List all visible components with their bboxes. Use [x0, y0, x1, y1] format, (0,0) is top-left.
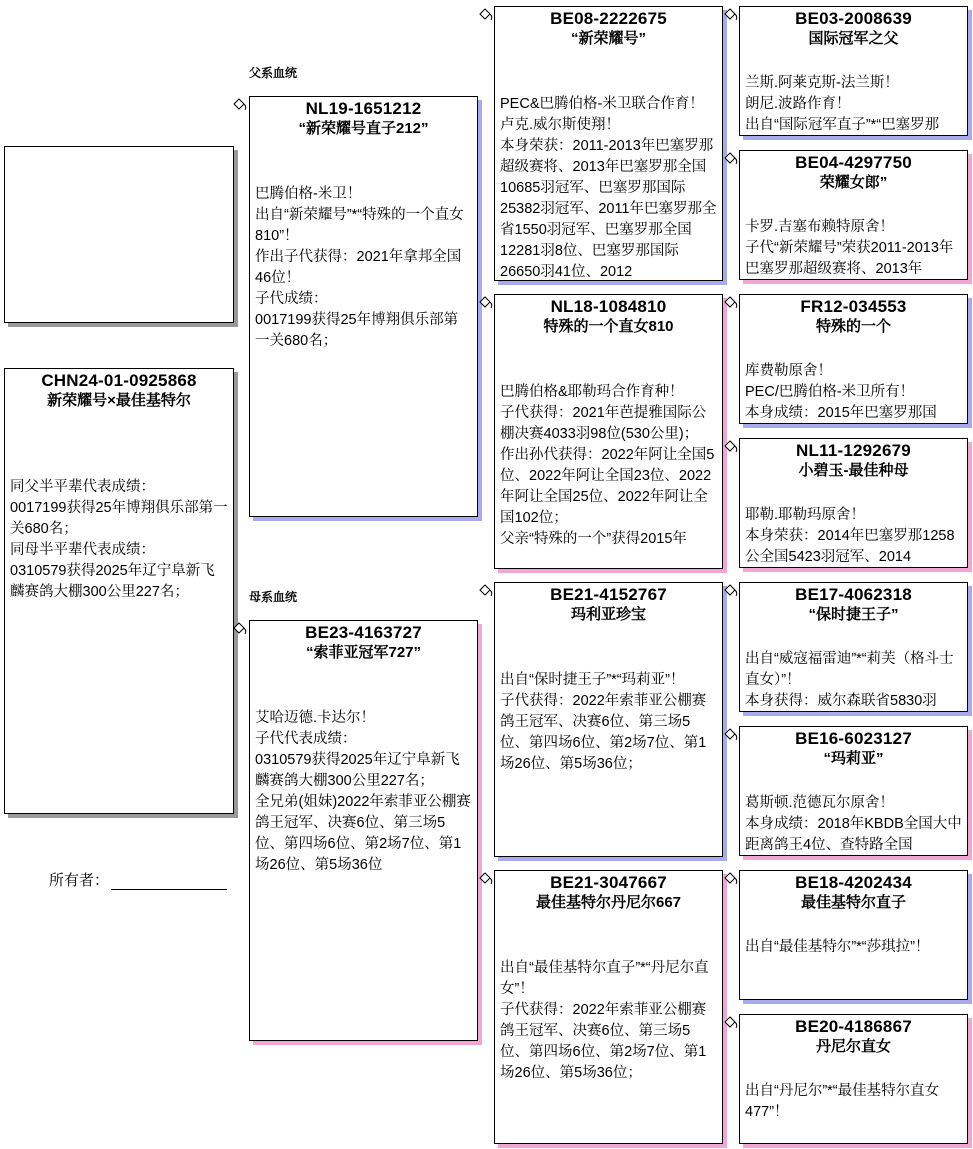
ssd-ring: BE04-4297750: [795, 153, 912, 172]
sire-line-label: 父系血统: [249, 66, 298, 80]
dsd-ring: BE16-6023127: [795, 729, 912, 748]
dam-card: [249, 620, 478, 1041]
owner-line[interactable]: [111, 875, 227, 890]
sire-dam-desc: 巴腾伯格&耶勒玛合作育种！ 子代获得：2021年芭提雅国际公棚决赛4033羽98位(530公里)； 作出孙代获得：2022年阿让全国5位、2022年阿让全国23位、2022年阿让全国25位、2022年阿让全国102位； 父亲“特殊的一个”获得2015年: [500, 384, 715, 547]
sire-dam-name: 特殊的一个直女810: [543, 318, 674, 335]
owner-field: [49, 869, 227, 890]
paint-bucket-icon[interactable]: [723, 439, 739, 453]
sire-desc: 巴腾伯格-米卫！ 出自“新荣耀号”*“特殊的一个直女810”！ 作出子代获得：2021年拿邦全国46位！ 子代成绩： 0017199获得25年博翔俱乐部第一关680名；: [255, 186, 464, 349]
owner-label: 所有者：: [49, 872, 110, 889]
sire-dam-ring: NL18-1084810: [550, 297, 667, 316]
dam-sire-name: 玛利亚珍宝: [570, 606, 646, 623]
paint-bucket-icon[interactable]: [723, 1015, 739, 1029]
ddd-ring: BE20-4186867: [795, 1017, 912, 1036]
dds-name: 最佳基特尔直子: [800, 894, 906, 911]
ssd-name: 荣耀女郎”: [819, 174, 888, 191]
sire-sire-desc: PEC&巴腾伯格-米卫联合作育！卢克.威尔斯使翔！ 本身荣获：2011-2013年巴塞罗那超级赛将、2013年巴塞罗那全国10685羽冠军、巴塞罗那国际25382羽冠军、2011年巴塞罗那全省1550羽冠军、巴塞罗那全国12281羽8位、巴塞罗那国际26650羽41位、2012: [500, 96, 717, 280]
dds-desc: 出自“最佳基特尔”*“莎琪拉”！: [745, 939, 930, 955]
ssd-desc: 卡罗.吉塞布赖特原舍！ 子代“新荣耀号”荣获2011-2013年巴塞罗那超级赛将、2013年: [745, 219, 954, 277]
sdd-name: 小碧玉-最佳种母: [798, 462, 909, 479]
paint-bucket-icon[interactable]: [723, 727, 739, 741]
sire-ring: NL19-1651212: [305, 99, 422, 118]
dam-dam-desc: 出自“最佳基特尔直子”*“丹尼尔直女”！ 子代获得：2022年索菲亚公棚赛鸽王冠军、决赛6位、第三场5位、第四场6位、第2场7位、第1场26位、第5场36位；: [500, 960, 709, 1081]
sire-name: “新荣耀号直子212”: [298, 120, 429, 137]
dss-card: [739, 582, 968, 712]
paint-bucket-icon[interactable]: [478, 583, 494, 597]
paint-bucket-icon[interactable]: [723, 151, 739, 165]
subject-name: 新荣耀号×最佳基特尔: [47, 392, 191, 409]
paint-bucket-icon[interactable]: [232, 621, 248, 635]
dam-sire-desc: 出自“保时捷王子”*“玛莉亚”！ 子代获得：2022年索菲亚公棚赛鸽王冠军、决赛6位、第三场5位、第四场6位、第2场7位、第1场26位、第5场36位；: [500, 672, 707, 772]
dam-dam-ring: BE21-3047667: [550, 873, 667, 892]
dsd-name: “玛莉亚”: [823, 750, 884, 767]
ssd-card: [739, 150, 968, 280]
sds-ring: FR12-034553: [800, 297, 907, 316]
dam-line-label: 母系血统: [249, 590, 298, 604]
paint-bucket-icon[interactable]: [723, 583, 739, 597]
dam-name: “索菲亚冠军727”: [305, 644, 422, 661]
dam-sire-card: [494, 582, 723, 857]
ddd-name: 丹尼尔直女: [815, 1038, 891, 1055]
dam-dam-card: [494, 870, 723, 1144]
dsd-card: [739, 726, 968, 856]
sire-sire-ring: BE08-2222675: [550, 9, 667, 28]
photo-placeholder: [4, 146, 234, 323]
subject-ring: CHN24-01-0925868: [41, 371, 197, 390]
dss-desc: 出自“威寇福雷迪”*“莉芙（格斗士直女）”！ 本身获得：威尔森联省5830羽: [745, 651, 954, 709]
dam-ring: BE23-4163727: [305, 623, 422, 642]
dam-dam-name: 最佳基特尔丹尼尔667: [535, 894, 682, 911]
subject-card: [4, 368, 234, 814]
sire-dam-card: [494, 294, 723, 569]
dss-name: “保时捷王子”: [808, 606, 899, 623]
sds-desc: 库费勒原舍！ PEC/巴腾伯格-米卫所有！ 本身成绩：2015年巴塞罗那国: [745, 363, 937, 421]
dss-ring: BE17-4062318: [795, 585, 912, 604]
sire-sire-card: [494, 6, 723, 281]
sdd-desc: 耶勒.耶勒玛原舍！ 本身荣获：2014年巴塞罗那1258公全国5423羽冠军、2014: [745, 507, 955, 565]
sdd-ring: NL11-1292679: [796, 441, 911, 460]
sds-name: 特殊的一个: [815, 318, 891, 335]
ddd-card: [739, 1014, 968, 1144]
dsd-desc: 葛斯顿.范德瓦尔原舍！ 本身成绩：2018年KBDB全国大中距离鸽王4位、查特路全国: [745, 795, 962, 853]
paint-bucket-icon[interactable]: [478, 7, 494, 21]
sss-ring: BE03-2008639: [795, 9, 912, 28]
sss-name: 国际冠军之父: [808, 30, 899, 47]
paint-bucket-icon[interactable]: [478, 295, 494, 309]
paint-bucket-icon[interactable]: [478, 871, 494, 885]
paint-bucket-icon[interactable]: [232, 97, 248, 111]
dds-ring: BE18-4202434: [795, 873, 912, 892]
paint-bucket-icon[interactable]: [723, 871, 739, 885]
paint-bucket-icon[interactable]: [723, 7, 739, 21]
sire-card: [249, 96, 478, 517]
sss-card: [739, 6, 968, 136]
paint-bucket-icon[interactable]: [723, 295, 739, 309]
subject-desc: 同父半平辈代表成绩： 0017199获得25年博翔俱乐部第一关680名； 同母半平辈代表成绩： 0310579获得2025年辽宁阜新飞麟赛鸽大棚300公里227名；: [10, 479, 228, 600]
ddd-desc: 出自“丹尼尔”*“最佳基特尔直女477”！: [745, 1083, 940, 1120]
dam-desc: 艾哈迈德.卡达尔！ 子代代表成绩： 0310579获得2025年辽宁阜新飞麟赛鸽大棚300公里227名； 全兄弟(姐妹)2022年索菲亚公棚赛鸽王冠军、决赛6位、第三场5位、第四场6位、第2场7位、第1场26位、第5场36位: [255, 710, 471, 873]
dam-sire-ring: BE21-4152767: [550, 585, 667, 604]
sds-card: [739, 294, 968, 424]
sdd-card: [739, 438, 968, 568]
sire-sire-name: “新荣耀号”: [570, 30, 646, 47]
dds-card: [739, 870, 968, 1000]
sss-desc: 兰斯.阿莱克斯-法兰斯！ 朗尼.波路作育！ 出自“国际冠军直子”*“巴塞罗那: [745, 75, 940, 133]
